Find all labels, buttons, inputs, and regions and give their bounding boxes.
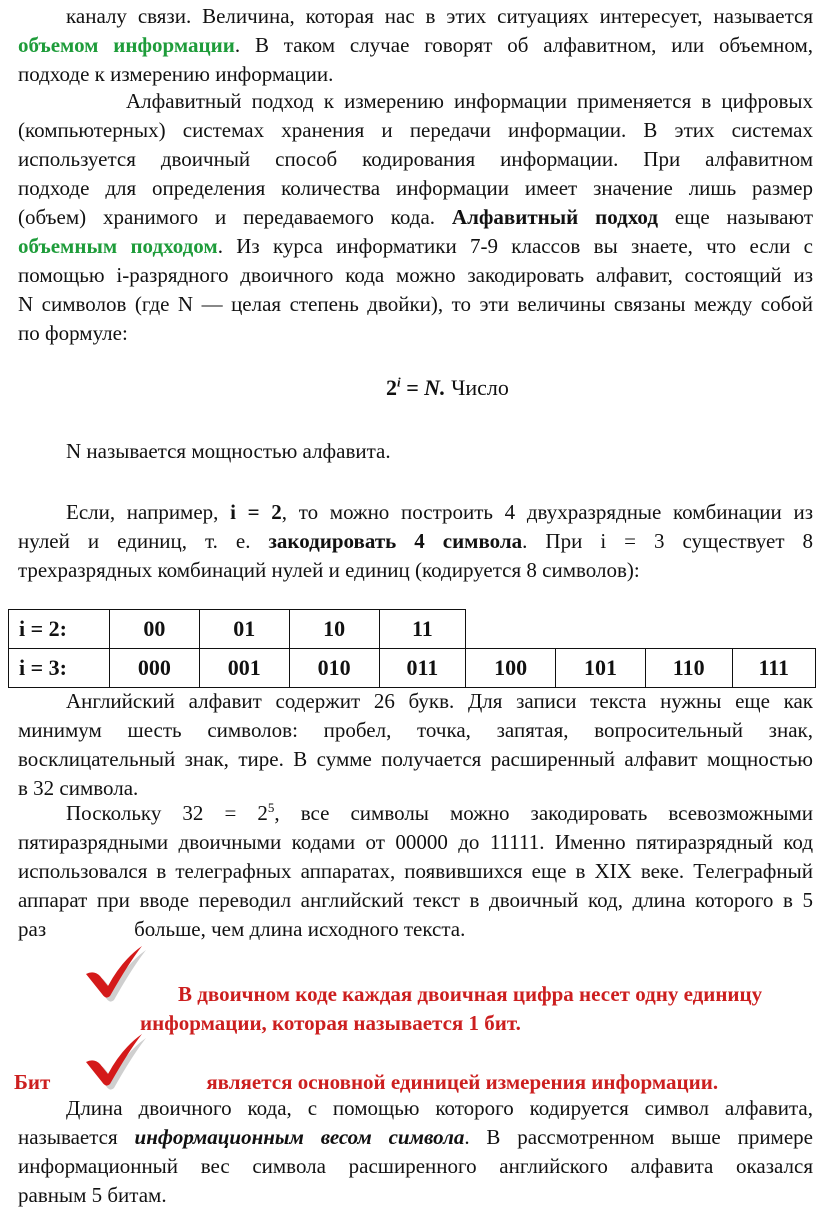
- text-fragment: раз: [18, 917, 47, 941]
- note-text: является основной единицей измерения информации.: [206, 1070, 719, 1094]
- table-cell: 010: [289, 649, 379, 688]
- table-cell: 111: [732, 649, 815, 688]
- text-fragment: Поскольку 32 = 2: [66, 801, 268, 825]
- note-bit: [140, 980, 816, 1038]
- term-bit: Бит: [14, 1070, 51, 1094]
- text-line: восклицательный знак, тире. В сумме получается расширенный алфавит мощностью: [18, 747, 813, 771]
- text-fragment: называется: [18, 1125, 118, 1149]
- term-alphabet-approach: Алфавитный подход: [451, 205, 658, 229]
- bold-fragment: i = 2: [230, 500, 282, 524]
- text-line: информационный вес символа расширенного английского алфавита оказался: [18, 1154, 813, 1178]
- table-cell: 11: [379, 610, 466, 649]
- note-line: информации, которая называется 1 бит.: [140, 1011, 521, 1035]
- term-info-weight: информационным весом символа: [134, 1125, 465, 1149]
- paragraph-english-alphabet: [18, 687, 813, 803]
- text-line: Длина двоичного кода, с помощью которого кодируется символ алфавита,: [66, 1096, 813, 1120]
- text-fragment: . В рассмотренном выше примере: [464, 1125, 813, 1149]
- table-cell-empty: [556, 610, 646, 649]
- text-fragment: . В таком случае говорят об алфавитном, или объемном,: [234, 33, 813, 57]
- paragraph-volume: [18, 2, 813, 89]
- text-line: пятиразрядными двоичными кодами от 00000 до 11111. Именно пятиразрядный код: [18, 830, 813, 854]
- text-line: [18, 799, 813, 828]
- table-cell: 00: [110, 610, 200, 649]
- table-cell: 110: [645, 649, 732, 688]
- formula-after-text: Число: [445, 375, 509, 400]
- formula-base: 2: [386, 375, 397, 400]
- text-line: по формуле:: [18, 321, 128, 345]
- table-row: [9, 649, 816, 688]
- table-cell-empty: [732, 610, 815, 649]
- table-cell: 01: [199, 610, 289, 649]
- formula: [386, 375, 509, 401]
- text-line: помощью i-разрядного двоичного кода можно закодировать алфавит, состоящий из: [18, 263, 813, 287]
- paragraph-power: [66, 437, 766, 466]
- text-fragment: (объем) хранимого и передаваемого кода.: [18, 205, 436, 229]
- bold-fragment: закодировать 4 символа: [268, 529, 523, 553]
- table-cell-empty: [466, 610, 556, 649]
- text-line: используется двоичный способ кодирования информации. При алфавитном: [18, 147, 813, 171]
- text-fragment: . Из курса информатики 7-9 классов вы знаете, что если с: [217, 234, 813, 258]
- paragraph-info-weight: [18, 1094, 813, 1210]
- table-cell: 011: [379, 649, 466, 688]
- table-cell: 001: [199, 649, 289, 688]
- table-cell: 101: [556, 649, 646, 688]
- text-line: N символов (где N — целая степень двойки), то эти величины связаны между собой: [18, 292, 813, 316]
- text-fragment: нулей и единиц, т. е.: [18, 529, 251, 553]
- text-fragment: больше, чем длина исходного текста.: [134, 917, 466, 941]
- text-line: минимум шесть символов: пробел, точка, запятая, вопросительный знак,: [18, 718, 813, 742]
- text-line: каналу связи. Величина, которая нас в этих ситуациях интересует, называется: [66, 4, 813, 28]
- row-label: i = 3:: [9, 649, 110, 688]
- row-label: i = 2:: [9, 610, 110, 649]
- text-fragment: . При i = 3 существует 8: [522, 529, 814, 553]
- text-line: трехразрядных комбинаций нулей и единиц (кодируется 8 символов):: [18, 558, 640, 582]
- term-volume-info: объемом информации: [18, 33, 235, 57]
- text-line: Английский алфавит содержит 26 букв. Для записи текста нужны еще как: [66, 689, 813, 713]
- formula-exponent: i: [397, 374, 401, 390]
- text-line: в 32 символа.: [18, 776, 139, 800]
- text-line: использовался в телеграфных аппаратах, появившихся еще в XIX веке. Телеграфный: [18, 859, 813, 883]
- note-bit-unit: [14, 1068, 804, 1097]
- text-fragment: , то можно построить 4 двухразрядные комбинации из: [281, 500, 813, 524]
- text-line: [18, 1123, 813, 1152]
- text-line: [18, 498, 813, 527]
- paragraph-alphabet-approach: [18, 87, 813, 348]
- text-line: подходе к измерению информации.: [18, 62, 334, 86]
- text-line: [18, 527, 813, 556]
- formula-rest: = N.: [400, 375, 446, 400]
- text-line: [18, 203, 813, 232]
- text-line: (компьютерных) системах хранения и передачи информации. В этих системах: [18, 118, 813, 142]
- text-fragment: еще называют: [674, 205, 814, 229]
- text-line: [18, 915, 813, 944]
- text-fragment: Если, например,: [66, 500, 219, 524]
- superscript: 5: [267, 800, 275, 815]
- text-line: подходе для определения количества информации имеет значение лишь размер: [18, 176, 813, 200]
- text-line: аппарат при вводе переводил английский текст в двоичный код, длина которого в 5: [18, 888, 813, 912]
- text-line: [18, 232, 813, 261]
- table-cell-empty: [645, 610, 732, 649]
- text-fragment: , все символы можно закодировать всевозможными: [274, 801, 813, 825]
- table-cell: 100: [466, 649, 556, 688]
- text-line: равным 5 битам.: [18, 1183, 167, 1207]
- term-volume-approach: объемным подходом: [18, 234, 218, 258]
- text-line: N называется мощностью алфавита.: [66, 439, 391, 463]
- table-row: [9, 610, 816, 649]
- text-line: [18, 31, 813, 60]
- table-cell: 000: [110, 649, 200, 688]
- codes-table: [8, 609, 816, 688]
- note-line: В двоичном коде каждая двоичная цифра несет одну единицу: [178, 982, 763, 1006]
- paragraph-example: [18, 498, 813, 585]
- text-line: Алфавитный подход к измерению информации применяется в цифровых: [126, 89, 813, 113]
- table-cell: 10: [289, 610, 379, 649]
- paragraph-telegraph: [18, 799, 813, 944]
